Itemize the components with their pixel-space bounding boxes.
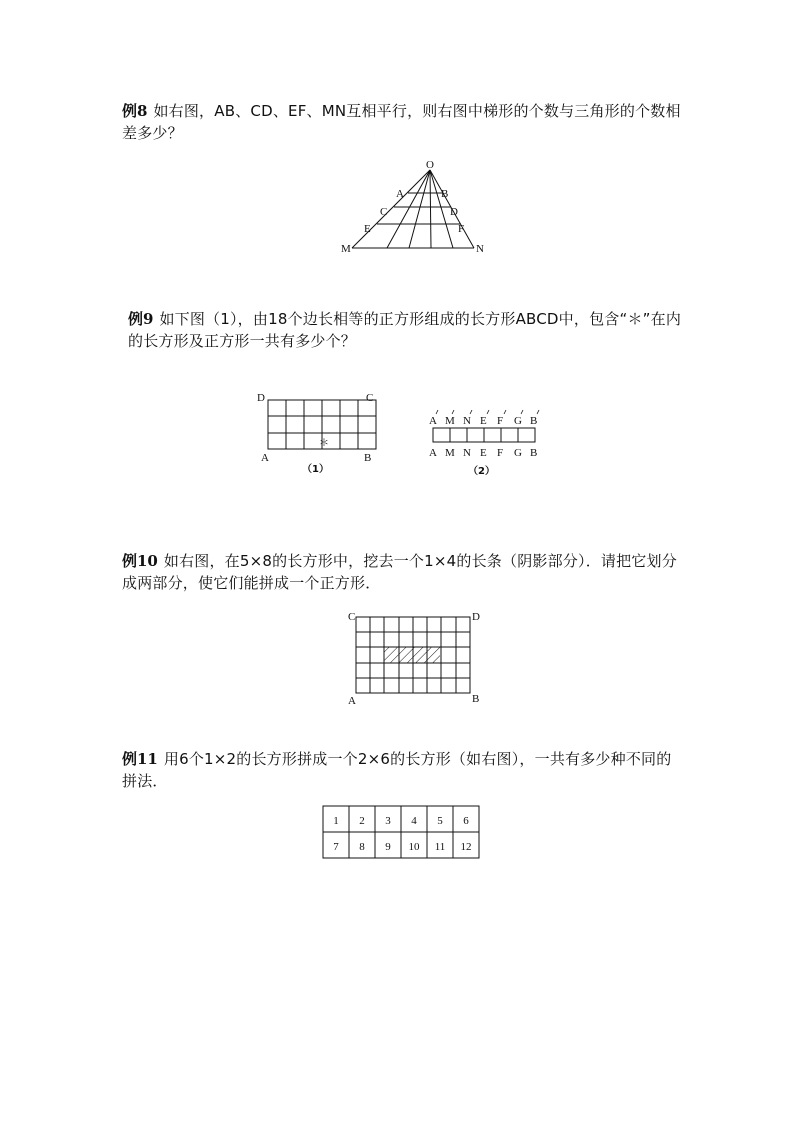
point-label-C: C — [380, 206, 388, 218]
rect-label-A: A — [261, 452, 269, 464]
rect-label-D: D — [257, 392, 265, 404]
strip-top-label: F — [497, 415, 504, 427]
problem-text: 如右图，在5×8的长方形中，挖去一个1×4的长条（阴影部分）．请把它划分成两部分，使它们能拼成一个正方形． — [122, 552, 677, 592]
point-label-O: O — [426, 159, 434, 171]
figure-8-trapezoid-lines — [340, 160, 490, 260]
figure-11-numbered-grid — [322, 805, 482, 861]
grid-cell-number: 9 — [385, 841, 391, 853]
figure-10-grid-with-cutout — [345, 606, 490, 706]
strip-bottom-label: N — [463, 447, 471, 459]
strip-top-label: N — [463, 415, 471, 427]
grid-cell-number: 8 — [359, 841, 365, 853]
grid-cell-number: 2 — [359, 815, 365, 827]
rect-label-C: C — [348, 611, 356, 623]
problem-label: 例11 — [122, 750, 158, 768]
strip-top-label: M — [445, 415, 455, 427]
problem-text: 如下图（1），由18个边长相等的正方形组成的长方形ABCD中，包含“＊”在内的长方形及正方形一共有多少个？ — [128, 310, 682, 350]
star-mark: ＊ — [319, 438, 329, 449]
point-label-M: M — [341, 243, 351, 255]
strip-bottom-label: G — [514, 447, 522, 459]
strip-top-label: G — [514, 415, 522, 427]
rect-label-B: B — [472, 693, 480, 705]
figure-9-2-strip — [425, 408, 550, 480]
grid-cell-number: 10 — [408, 841, 420, 853]
side-line-OM — [352, 170, 430, 248]
grid-cell-number: 3 — [385, 815, 391, 827]
figure-caption-1: （1） — [302, 464, 329, 475]
strip-bottom-labels — [429, 447, 537, 459]
grid-cell-number: 1 — [333, 815, 339, 827]
grid-cell-number: 5 — [437, 815, 443, 827]
strip-bottom-label: M — [445, 447, 455, 459]
ray-1 — [387, 170, 430, 248]
rect-label-B: B — [364, 452, 372, 464]
strip-top-label: E — [480, 415, 487, 427]
problem-label: 例9 — [128, 310, 154, 328]
point-label-E: E — [364, 223, 371, 235]
strip-top-labels — [429, 415, 537, 427]
point-label-D: D — [450, 206, 458, 218]
figure-9-1-grid — [255, 390, 385, 480]
rect-label-C: C — [366, 392, 374, 404]
grid-cell-number: 4 — [411, 815, 417, 827]
grid-cell-number: 6 — [463, 815, 469, 827]
point-label-F: F — [458, 223, 465, 235]
problem-9 — [128, 308, 688, 352]
problem-label: 例8 — [122, 102, 148, 120]
ray-2 — [409, 170, 430, 248]
strip-top-label: B — [530, 415, 538, 427]
strip-bottom-label: B — [530, 447, 538, 459]
grid-cell-number: 11 — [434, 841, 446, 853]
strip-bottom-label: A — [429, 447, 437, 459]
point-label-N: N — [476, 243, 484, 255]
problem-label: 例10 — [122, 552, 158, 570]
rect-label-A: A — [348, 695, 356, 707]
problem-11 — [122, 748, 682, 792]
shaded-strip — [384, 647, 440, 663]
problem-8 — [122, 100, 682, 144]
point-label-A: A — [396, 188, 404, 200]
ray-3 — [430, 170, 431, 248]
grid-cell-number: 12 — [460, 841, 472, 853]
rect-label-D: D — [472, 611, 480, 623]
problem-10 — [122, 550, 682, 594]
strip-bottom-label: F — [497, 447, 504, 459]
problem-text: 如右图，AB、CD、EF、MN互相平行，则右图中梯形的个数与三角形的个数相差多少？ — [122, 102, 681, 142]
strip-bottom-label: E — [480, 447, 487, 459]
grid-cell-number: 7 — [333, 841, 339, 853]
strip-top-label: A — [429, 415, 437, 427]
problem-text: 用6个1×2的长方形拼成一个2×6的长方形（如右图），一共有多少种不同的拼法． — [122, 750, 672, 790]
figure-caption-2: （2） — [468, 466, 495, 477]
point-label-B: B — [441, 188, 449, 200]
